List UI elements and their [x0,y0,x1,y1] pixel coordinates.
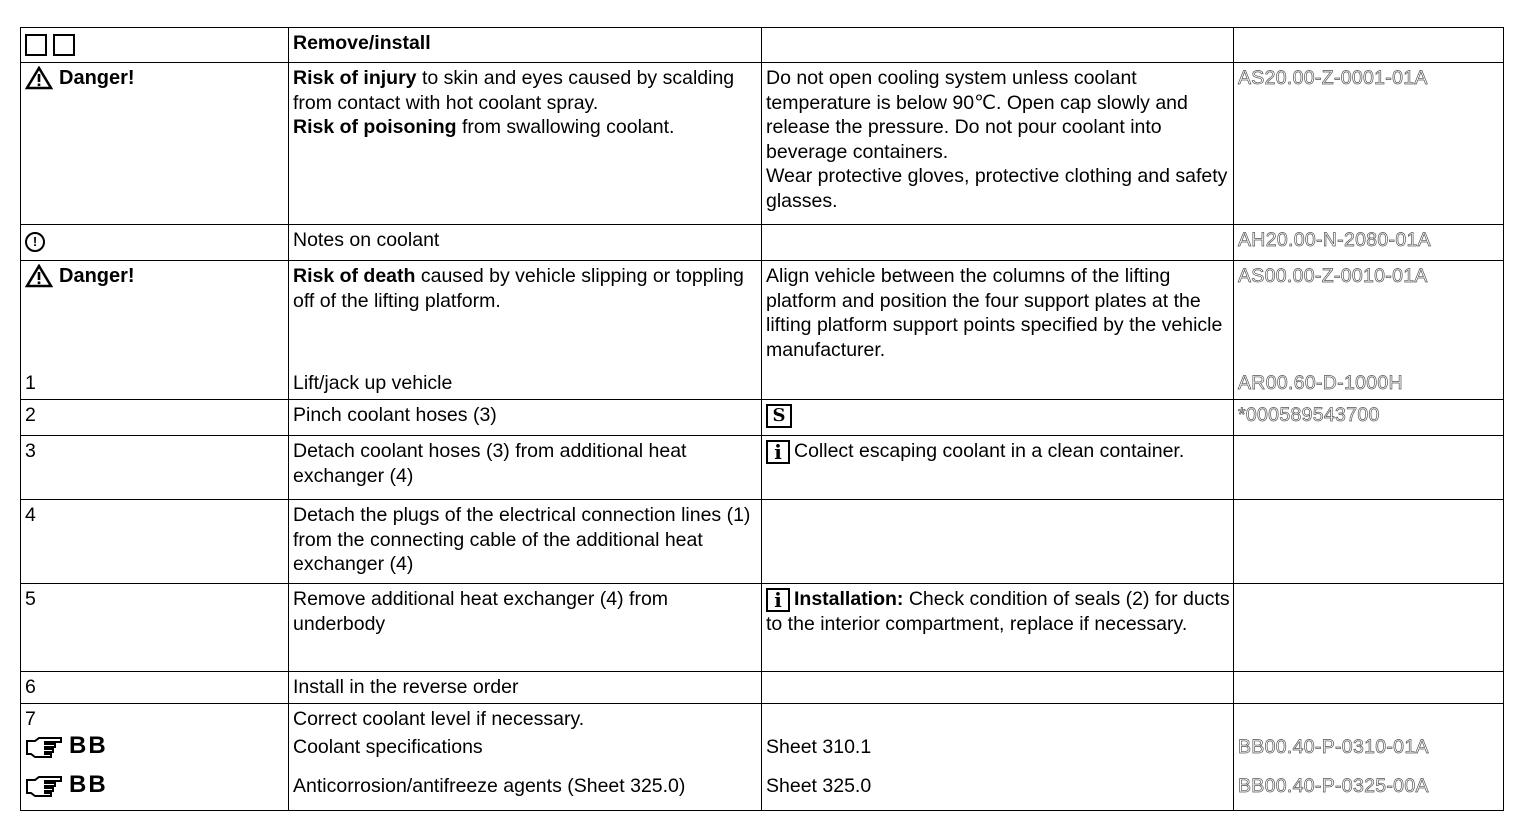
danger-label: Danger! [25,264,285,289]
info-icon: i [766,588,790,612]
table-row: 3 Detach coolant hoses (3) from additional heat exchanger (4) i Collect escaping coolant in a clean container. [21,436,1504,500]
info-icon: i [766,440,790,464]
table-row [21,28,1504,63]
table-row: 2 Pinch coolant hoses (3) S *000589543700 [21,400,1504,436]
reference-link[interactable]: *000589543700 [1238,404,1380,426]
step-text: Lift/jack up vehicle [293,371,453,394]
table-row: ! Notes on coolant AH20.00-N-2080-01A [21,225,1504,261]
reference-link[interactable]: AH20.00-N-2080-01A [1238,229,1431,251]
table-row: 6 Install in the reverse order [21,672,1504,704]
reference-link[interactable]: AS20.00-Z-0001-01A [1238,67,1428,89]
reference-link[interactable]: AS00.00-Z-0010-01A [1238,265,1428,287]
safety-measure: Do not open cooling system unless coolant temperature is below 90℃. Open cap slowly and release the pressure. Do not pour coolant into beverage containers. [766,67,1188,163]
note-icon: ! [25,232,45,252]
danger-label: Danger! [25,66,285,91]
table-row: 5 Remove additional heat exchanger (4) from underbody i Installation: Check condition of seals (2) for ducts to the interior compartment, replace if necessary. [21,584,1504,672]
reference-link[interactable]: BB00.40-P-0310-01A [1238,735,1429,758]
expand-icon [25,34,47,56]
header-icons-cell [21,28,289,63]
pointing-hand-icon [25,775,65,797]
safety-measure: Align vehicle between the columns of the lifting platform and position the four support plates at the lifting platform support points specified by the vehicle manufacturer. [766,265,1223,361]
reference-link[interactable]: AR00.60-D-1000H [1238,371,1403,394]
reference-link[interactable]: BB00.40-P-0325-00A [1238,774,1429,797]
collapse-icon [53,34,75,56]
step-number: 1 [25,371,36,394]
table-row: 7 BB BB Correct coolant level if necessary. Coolant specifications Anticorrosion/antifreeze agents (Sheet 325.0) Sheet 310.1 Sheet 325.0 BB00.40-P-0310-01A BB00.40-P-0325-00A [21,704,1504,811]
table-row: 4 Detach the plugs of the electrical connection lines (1) from the connecting cable of the additional heat exchanger (4) [21,500,1504,584]
special-tool-icon: S [766,404,792,428]
pointing-hand-icon [25,736,65,758]
procedure-table [20,27,1504,811]
warning-triangle-icon [25,264,53,288]
safety-measure: Wear protective gloves, protective clothing and safety glasses. [766,165,1228,212]
table-row: Danger! 1 Risk of death caused by vehicle slipping or toppling off of the lifting platform. Lift/jack up vehicle Align vehicle between the columns of the lifting platform and position the four support plates at the lifting platform support points specified by the vehicle manufacturer. AS00.00-Z-0010-01A AR00.60-D-1000H [21,261,1504,400]
table-row: Danger! Risk of injury to skin and eyes caused by scalding from contact with hot coolant spray. Risk of poisoning from swallowing coolant. Do not open cooling system unless coolant temperature is below 90℃. Open cap slowly and release the pressure. Do not pour coolant into beverage containers. Wear protective gloves, protective clothing and safety glasses. AS20.00-Z-0001-01A [21,63,1504,225]
header-title: Remove/install [289,28,762,63]
bb-reference: BB [25,771,285,801]
warning-triangle-icon [25,66,53,90]
bb-reference: BB [25,732,285,762]
